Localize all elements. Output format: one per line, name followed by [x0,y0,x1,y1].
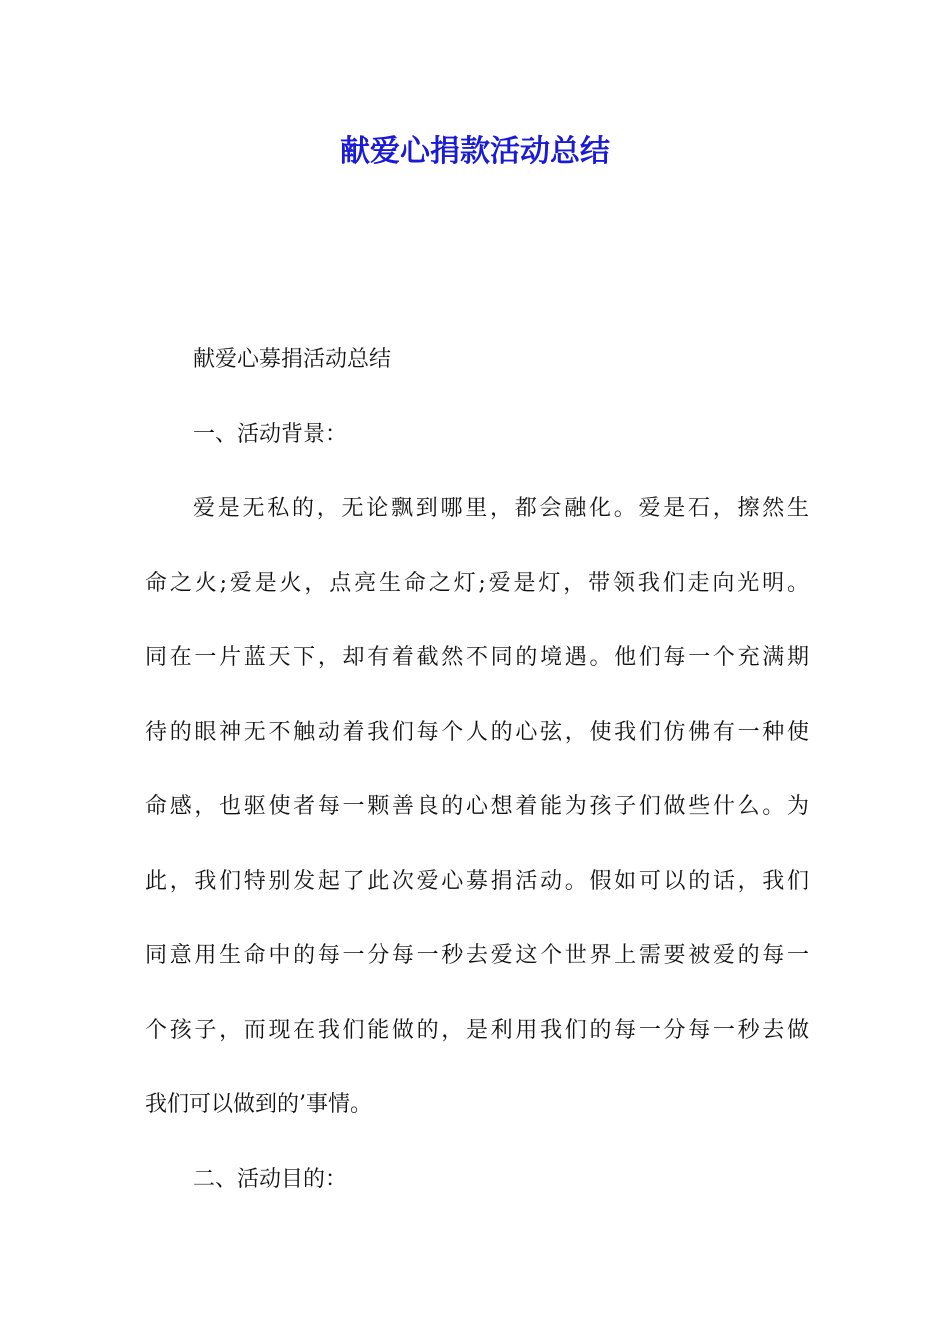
section-2-heading: 二、活动目的： [193,1166,348,1192]
section-1-paragraph [145,491,809,1162]
section-1-heading: 一、活动背景： [193,421,348,447]
paragraph-line: 爱是无私的，无论飘到哪里，都会融化。爱是石，擦然生 [193,496,809,521]
paragraph-line: 命之火;爱是火，点亮生命之灯;爱是灯，带领我们走向光明。 [145,570,809,596]
document-body [145,342,809,1236]
document-title: 献爱心捐款活动总结 [340,134,610,169]
paragraph-line: 待的眼神无不触动着我们每个人的心弦，使我们仿佛有一种使 [145,719,809,745]
paragraph-line: 同意用生命中的每一分每一秒去爱这个世界上需要被爱的每一 [145,943,809,968]
paragraph-line: 同在一片蓝天下，却有着截然不同的境遇。他们每一个充满期 [145,645,809,670]
paragraph-line: 个孩子，而现在我们能做的，是利用我们的每一分每一秒去做 [145,1017,809,1043]
paragraph-line: 命感，也驱使者每一颗善良的心想着能为孩子们做些什么。为 [145,794,809,819]
paragraph-line: 此，我们特别发起了此次爱心募捐活动。假如可以的话，我们 [145,868,809,894]
document-subtitle: 献爱心募捐活动总结 [193,347,392,372]
paragraph-line: 我们可以做到的’事情。 [145,1092,372,1117]
